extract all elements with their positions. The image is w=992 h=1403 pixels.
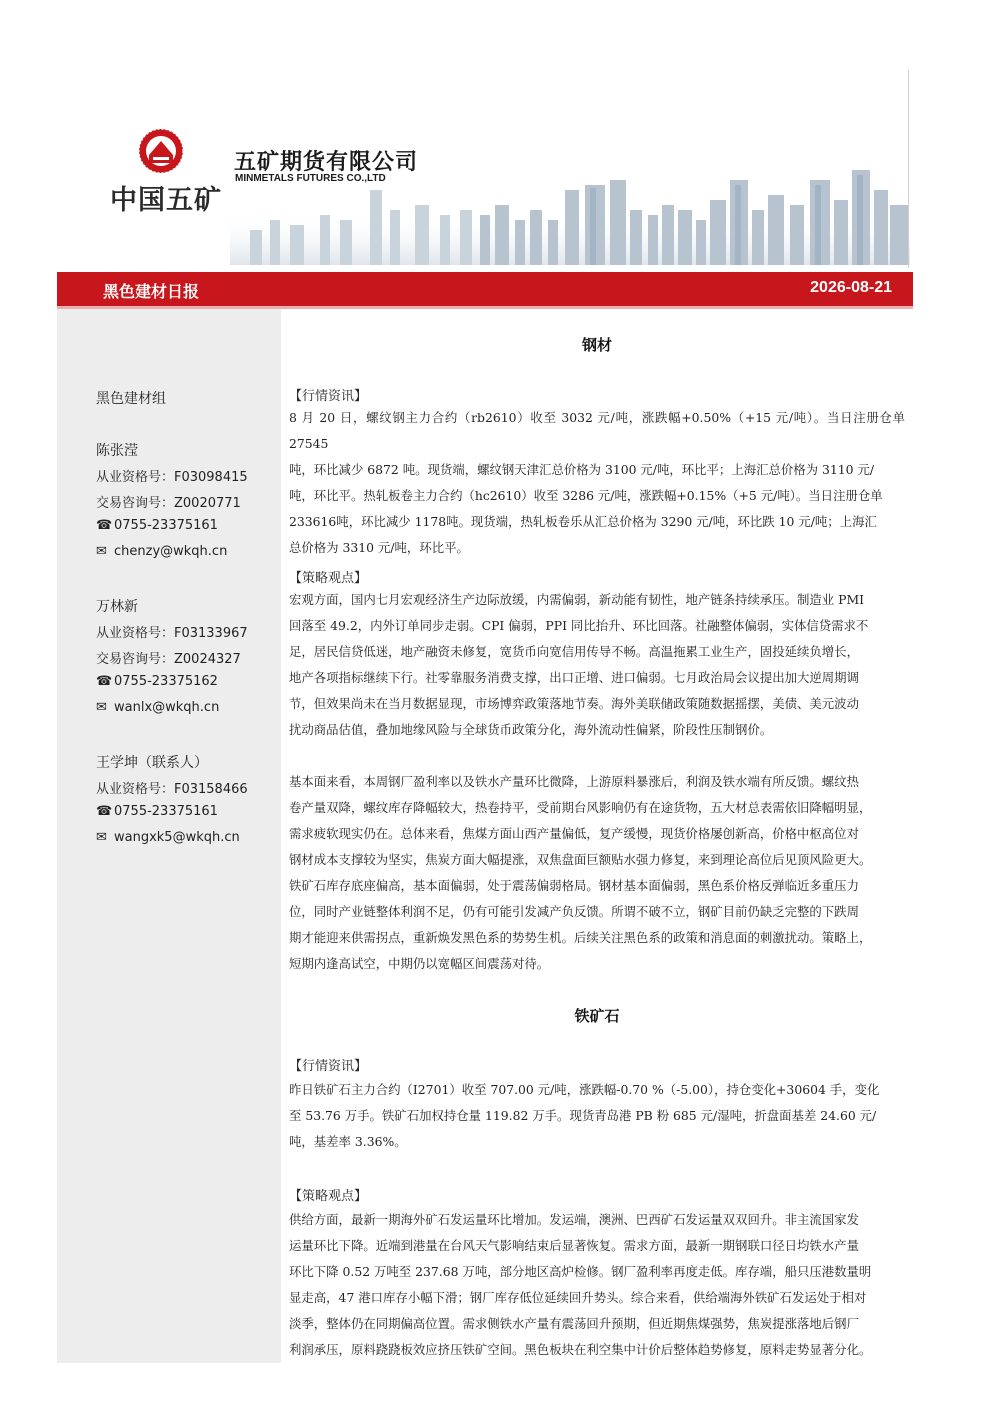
text-line: 回落至 49.2，内外订单同步走弱。CPI 偏弱，PPI 同比抬升、环比回落。社融整体偏弱，实体信贷需求不	[289, 618, 869, 633]
text-line: 节，但效果尚未在当月数据显现，市场博弈政策落地节奏。海外美联储政策随数据摇摆，美债、美元波动	[289, 696, 859, 711]
email-link[interactable]: chenzy@wkqh.cn	[114, 544, 228, 559]
logo-text: 中国五矿	[110, 185, 222, 216]
text-line: 钢材成本支撑较为坚实，焦炭方面大幅提涨，双焦盘面巨额贴水强力修复，来到理论高位后见顶风险更大。	[289, 852, 872, 867]
analyst-email	[96, 544, 227, 559]
report-date: 2026-08-21	[810, 279, 892, 296]
section-title-iron-ore: 铁矿石	[574, 1007, 620, 1025]
text-line: 位，同时产业链整体利润不足，仍有可能引发减产负反馈。所谓不破不立，钢矿目前仍缺乏完整的下跌周	[289, 904, 859, 919]
page-header	[0, 0, 992, 272]
text-line: 扰动商品估值，叠加地缘风险与全球货币政策分化，海外流动性偏紧，阶段性压制钢价。	[289, 722, 773, 737]
text-line: 短期内逢高试空，中期仍以宽幅区间震荡对待。	[289, 956, 550, 971]
analyst-consult-number: 交易咨询号：Z0024327	[96, 652, 241, 667]
market-info-label: 【行情资讯】	[289, 1059, 368, 1074]
team-name: 黑色建材组	[96, 391, 166, 407]
analyst-phone	[96, 674, 218, 689]
text-line: 铁矿石库存底座偏高，基本面偏弱，处于震荡偏弱格局。钢材基本面偏弱，黑色系价格反弹临近多重压力	[289, 878, 859, 893]
analyst-license: 从业资格号：F03158466	[96, 782, 248, 797]
phone-number: 0755-23375161	[114, 518, 218, 533]
minmetals-emblem-icon	[136, 127, 186, 175]
market-info-label: 【行情资讯】	[289, 389, 368, 404]
analyst-email	[96, 830, 240, 845]
analyst-license: 从业资格号：F03133967	[96, 626, 248, 641]
text-line: 吨，环比减少 6872 吨。现货端，螺纹钢天津汇总价格为 3100 元/吨，环比平；上海汇总价格为 3110 元/	[289, 462, 875, 477]
phone-number: 0755-23375161	[114, 804, 218, 819]
text-line: 地产各项指标继续下行。社零靠服务消费支撑，出口正增、进口偏弱。七月政治局会议提出加大逆周期调	[289, 670, 859, 685]
email-link[interactable]: wanlx@wkqh.cn	[114, 700, 220, 715]
strategy-label: 【策略观点】	[289, 571, 368, 586]
envelope-icon: ✉	[96, 830, 107, 845]
text-line: 期才能迎来供需拐点，重新焕发黑色系的势势生机。后续关注黑色系的政策和消息面的刺激扰动。策略上，	[289, 930, 872, 945]
text-line: 需求疲软现实仍在。总体来看，焦煤方面山西产量偏低，复产缓慢，现货价格屡创新高，价格中枢高位对	[289, 826, 859, 841]
analyst-consult-number: 交易咨询号：Z0020771	[96, 496, 241, 511]
envelope-icon: ✉	[96, 544, 107, 559]
analyst-name: 王学坤（联系人）	[96, 755, 208, 771]
strategy-label: 【策略观点】	[289, 1189, 368, 1204]
text-line: 显走高，47 港口库存小幅下滑；钢厂库存低位延续回升势头。综合来看，供给端海外铁矿石发运处于相对	[289, 1290, 867, 1305]
text-line: 233616吨，环比减少 1178吨。现货端，热轧板卷乐从汇总价格为 3290 元/吨，环比跌 10 元/吨；上海汇	[289, 514, 877, 529]
analyst-license: 从业资格号：F03098415	[96, 470, 248, 485]
phone-icon: ☎	[96, 518, 113, 533]
steel-market-paragraph	[289, 405, 905, 561]
phone-icon: ☎	[96, 674, 113, 689]
text-line: 至 53.76 万手。铁矿石加权持仓量 119.82 万手。现货青岛港 PB 粉 685 元/湿吨，折盘面基差 24.60 元/	[289, 1108, 877, 1123]
text-line: 利润承压，原料跷跷板效应挤压铁矿空间。黑色板块在利空集中计价后整体趋势修复，原料走势显著分化。	[289, 1342, 872, 1357]
company-name-cn: 五矿期货有限公司	[234, 150, 419, 175]
iron-ore-strategy-paragraph	[289, 1207, 905, 1363]
text-line: 总价格为 3310 元/吨，环比平。	[289, 540, 469, 555]
iron-ore-market-paragraph	[289, 1077, 905, 1155]
steel-fundamentals-paragraph	[289, 769, 905, 977]
steel-macro-paragraph	[289, 587, 905, 743]
phone-number: 0755-23375162	[114, 674, 218, 689]
envelope-icon: ✉	[96, 700, 107, 715]
text-line: 宏观方面，国内七月宏观经济生产边际放缓，内需偏弱，新动能有韧性，地产链条持续承压。制造业 PMI	[289, 592, 865, 607]
analyst-email	[96, 700, 219, 715]
text-line: 运量环比下降。近端到港量在台风天气影响结束后显著恢复。需求方面，最新一期钢联口径日均铁水产量	[289, 1238, 859, 1253]
analyst-name: 陈张滢	[96, 443, 138, 459]
text-line: 淡季，整体仍在同期偏高位置。需求侧铁水产量有震荡回升预期，但近期焦煤强势，焦炭提涨落地后钢厂	[289, 1316, 859, 1331]
header-divider	[908, 70, 909, 268]
text-line: 基本面来看，本周钢厂盈利率以及铁水产量环比微降，上游原料暴涨后，利润及铁水端有所反馈。螺纹热	[289, 774, 859, 789]
text-line: 昨日铁矿石主力合约（I2701）收至 707.00 元/吨，涨跌幅-0.70 %（-5.00），持仓变化+30604 手，变化	[289, 1082, 880, 1097]
phone-icon: ☎	[96, 804, 113, 819]
text-line: 供给方面，最新一期海外矿石发运量环比增加。发运端，澳洲、巴西矿石发运量双双回升。非主流国家发	[289, 1212, 859, 1227]
analyst-phone	[96, 518, 218, 533]
analyst-name: 万林新	[96, 599, 138, 615]
email-link[interactable]: wangxk5@wkqh.cn	[114, 830, 240, 845]
section-title-steel: 钢材	[581, 336, 612, 354]
text-line: 卷产量双降，螺纹库存降幅较大，热卷持平，受前期台风影响仍有在途货物，五大材总表需依旧降幅明显，	[289, 800, 872, 815]
text-line: 足，居民信贷低迷，地产融资未修复，宽货币向宽信用传导不畅。高温拖累工业生产，固投延续负增长，	[289, 644, 859, 659]
report-title: 黑色建材日报	[103, 282, 200, 301]
analyst-phone	[96, 804, 218, 819]
text-line: 吨，环比平。热轧板卷主力合约（hc2610）收至 3286 元/吨，涨跌幅+0.15%（+5 元/吨）。当日注册仓单	[289, 488, 883, 503]
company-name-en: MINMETALS FUTURES CO.,LTD	[235, 173, 386, 184]
city-skyline-image	[230, 70, 910, 265]
text-line: 环比下降 0.52 万吨至 237.68 万吨，部分地区高炉检修。钢厂盈利率再度走低。库存端，船只压港数量明	[289, 1264, 872, 1279]
text-line: 8 月 20 日，螺纹钢主力合约（rb2610）收至 3032 元/吨，涨跌幅+0.50%（+15 元/吨）。当日注册仓单 27545	[289, 410, 905, 451]
text-line: 吨，基差率 3.36%。	[289, 1134, 407, 1149]
